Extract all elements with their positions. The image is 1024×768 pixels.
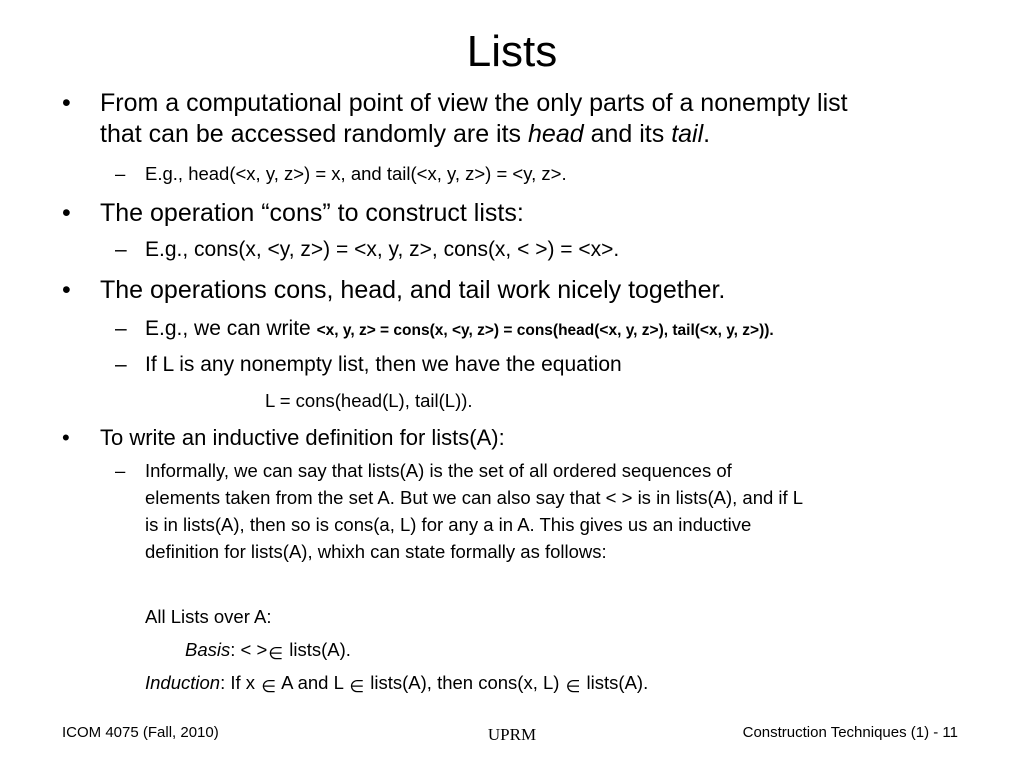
induction-rule: Induction: If x ∈ A and L ∈ lists(A), then cons(x, L) ∈ lists(A). (145, 672, 649, 697)
bullet-marker: • (62, 425, 70, 450)
bullet-3: The operations cons, head, and tail work nicely together. (100, 276, 726, 304)
dash-marker: – (115, 353, 127, 376)
footer-right: Construction Techniques (1) - 11 (742, 724, 958, 741)
bullet-4-sub-line-3: is in lists(A), then so is cons(a, L) for any a in A. This gives us an inductive (145, 514, 752, 535)
footer-left: ICOM 4075 (Fall, 2010) (62, 724, 219, 741)
bullet-1-sub-1: E.g., head(<x, y, z>) = x, and tail(<x, y, z>) = <y, z>. (145, 163, 567, 184)
element-of-icon: ∈ (349, 677, 365, 697)
bullet-marker: • (62, 199, 71, 227)
footer-center: UPRM (487, 725, 537, 744)
bullet-1-line-2: that can be accessed randomly are its head and its tail. (100, 120, 711, 148)
bullet-3-sub-1: E.g., we can write <x, y, z> = cons(x, <y, z>) = cons(head(<x, y, z>), tail(<x, y, z>)). (145, 317, 774, 340)
bullet-1-line-1: From a computational point of view the only parts of a nonempty list (100, 89, 848, 117)
basis-rule: Basis: < >∈ lists(A). (185, 639, 351, 664)
tail-term: tail (671, 120, 704, 148)
definition-heading: All Lists over A: (145, 606, 272, 627)
head-term: head (528, 120, 584, 148)
bullet-2-sub-1: E.g., cons(x, <y, z>) = <x, y, z>, cons(x, < >) = <x>. (145, 238, 620, 261)
bullet-4-sub-line-1: Informally, we can say that lists(A) is the set of all ordered sequences of (145, 460, 732, 481)
dash-marker: – (115, 317, 127, 340)
bullet-marker: • (62, 89, 71, 117)
bullet-4-sub-line-2: elements taken from the set A. But we can also say that < > is in lists(A), and if L (145, 487, 804, 508)
equation: L = cons(head(L), tail(L)). (265, 390, 473, 411)
cons-identity: <x, y, z> = cons(x, <y, z>) = cons(head(<x, y, z>), tail(<x, y, z>)). (316, 322, 774, 339)
bullet-marker: • (62, 276, 71, 304)
slide-title: Lists (466, 27, 558, 76)
element-of-icon: ∈ (565, 677, 581, 697)
bullet-4-sub-line-4: definition for lists(A), whixh can state formally as follows: (145, 541, 607, 562)
element-of-icon: ∈ (261, 677, 276, 697)
bullet-4: To write an inductive definition for lists(A): (100, 425, 505, 450)
dash-marker: – (115, 238, 127, 261)
dash-marker: – (115, 163, 126, 184)
bullet-3-sub-2: If L is any nonempty list, then we have the equation (145, 353, 622, 376)
dash-marker: – (115, 460, 126, 481)
bullet-2: The operation “cons” to construct lists: (100, 199, 524, 227)
element-of-icon: ∈ (268, 644, 284, 664)
